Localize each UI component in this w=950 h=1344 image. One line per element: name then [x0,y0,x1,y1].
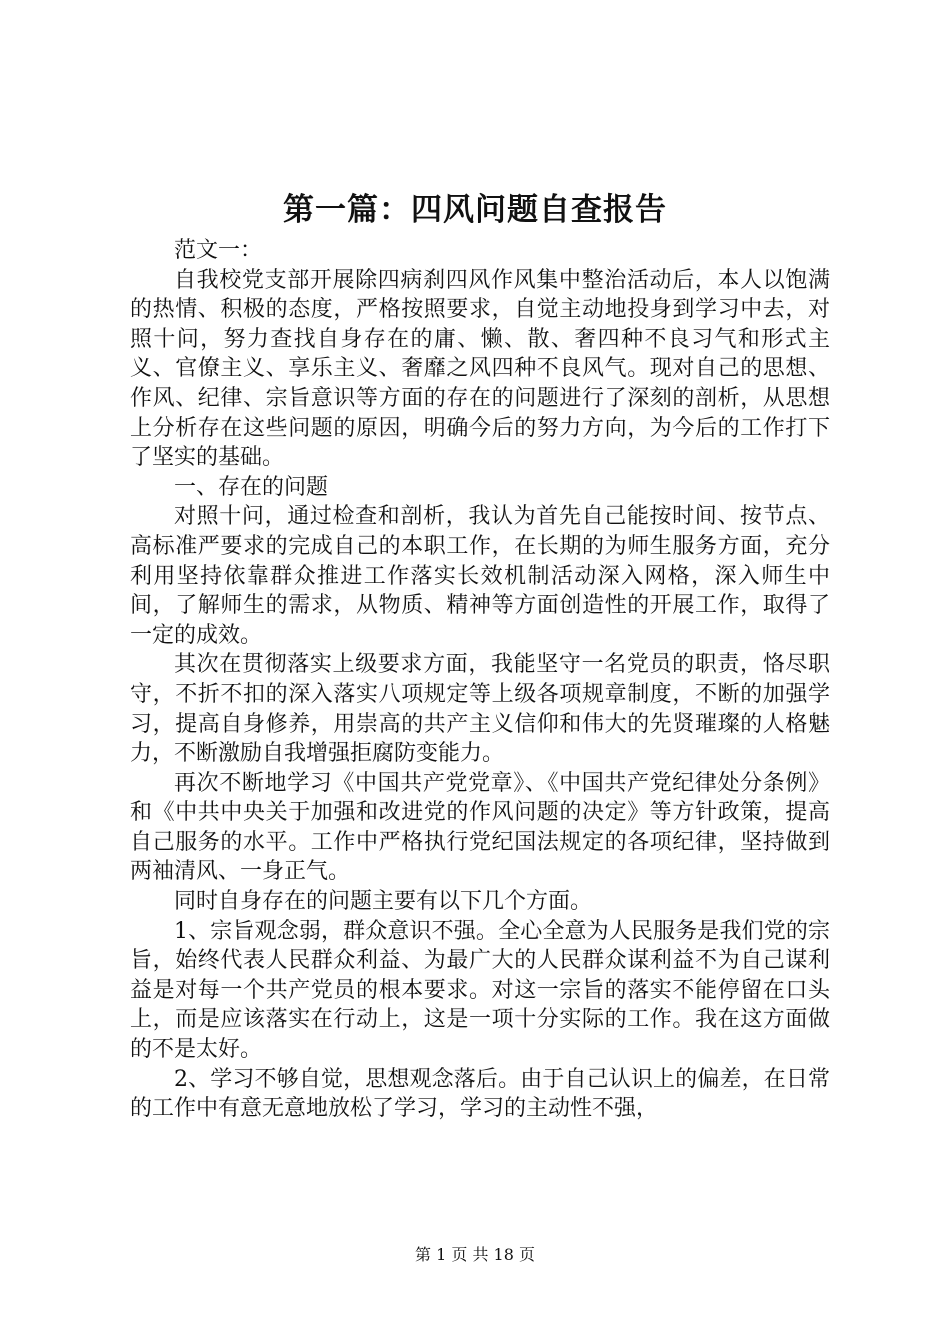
paragraph-intro-label: 范文一： [174,238,263,263]
paragraph-issue-1: 1、宗旨观念弱，群众意识不强。全心全意为人民服务是我们党的宗旨，始终代表人民群众利益、为最广大的人民群众谋利益不为自己谋利益是对每一个共产党员的根本要求。对这一宗旨的落实不能停留在口头上，而是应该落实在行动上，这是一项十分实际的工作。我在这方面做的不是太好。 [130,918,830,1063]
document-body [130,236,830,1124]
page-footer: 第 1 页 共 18 页 [415,1245,535,1264]
section-heading-problems: 一、存在的问题 [174,474,329,500]
paragraph-opening: 自我校党支部开展除四病刹四风作风集中整治活动后，本人以饱满的热情、积极的态度，严格按照要求，自觉主动地投身到学习中去，对照十问，努力查找自身存在的庸、懒、散、奢四种不良习气和形式主义、官僚主义、享乐主义、奢靡之风四种不良风气。现对自己的思想、作风、纪律、宗旨意识等方面的存在的问题进行了深刻的剖析，从思想上分析存在这些问题的原因，明确今后的努力方向，为今后的工作打下了坚实的基础。 [130,267,830,471]
paragraph-issues-intro: 同时自身存在的问题主要有以下几个方面。 [174,889,593,915]
paragraph-second-point: 其次在贯彻落实上级要求方面，我能坚守一名党员的职责，恪尽职守，不折不扣的深入落实八项规定等上级各项规章制度，不断的加强学习，提高自身修养，用崇高的共产主义信仰和伟大的先贤璀璨的人格魅力，不断激励自我增强拒腐防变能力。 [130,652,830,767]
paragraph-third-point: 再次不断地学习《中国共产党党章》、《中国共产党纪律处分条例》和《中共中央关于加强和改进党的作风问题的决定》等方针政策，提高自己服务的水平。工作中严格执行党纪国法规定的各项纪律，坚持做到两袖清风、一身正气。 [130,770,830,885]
paragraph-first-point: 对照十问，通过检查和剖析，我认为首先自己能按时间、按节点、高标准严要求的完成自己的本职工作，在长期的为师生服务方面，充分利用坚持依靠群众推进工作落实长效机制活动深入网格，深入师生中间，了解师生的需求，从物质、精神等方面创造性的开展工作，取得了一定的成效。 [130,504,830,648]
document-title: 第一篇：四风问题自查报告 [283,192,667,228]
paragraph-issue-2: 2、学习不够自觉，思想观念落后。由于自己认识上的偏差，在日常的工作中有意无意地放松了学习，学习的主动性不强， [130,1066,830,1122]
